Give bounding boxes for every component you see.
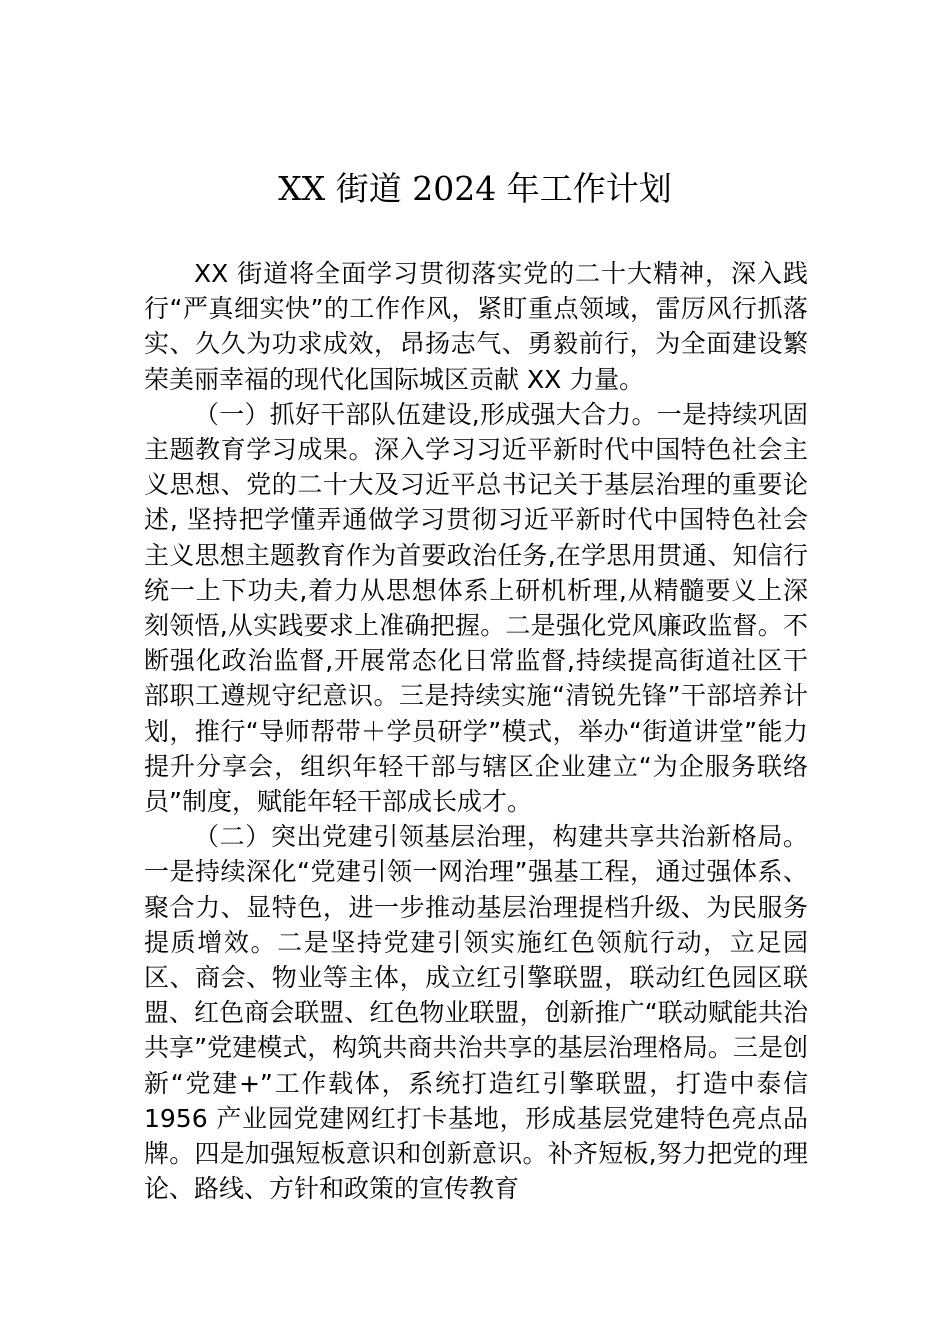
document-title: XX 街道 2024 年工作计划: [278, 169, 672, 208]
document-body: [144, 256, 808, 1206]
intro-paragraph: XX 街道将全面学习贯彻落实党的二十大精神，深入践行“严真细实快”的工作作风，紧盯重点领域，雷厉风行抓落实、久久为功求成效，昂扬志气、勇毅前行，为全面建设繁荣美丽幸福的现代化国际城区贡献 XX 力量。: [144, 259, 808, 394]
section-one-paragraph: （一）抓好干部队伍建设,形成强大合力。一是持续巩固主题教育学习成果。深入学习习近平新时代中国特色社会主义思想、党的二十大及习近平总书记关于基层治理的重要论述, 坚持把学懂弄通做学习贯彻习近平新时代中国特色社会主义思想主题教育作为首要政治任务,在学思用贯通、知信行统一上下功夫,着力从思想体系上研机析理,从精髓要义上深刻领悟,从实践要求上准确把握。二是强化党风廉政监督。不断强化政治监督,开展常态化日常监督,持续提高街道社区干部职工遵规守纪意识。三是持续实施“清锐先锋”干部培养计划，推行“导师帮带＋学员研学”模式，举办“街道讲堂”能力提升分享会，组织年轻干部与辖区企业建立“为企服务联络员”制度，赋能年轻干部成长成才。: [144, 399, 808, 817]
section-two-paragraph: （二）突出党建引领基层治理，构建共享共治新格局。一是持续深化“党建引领一网治理”强基工程，通过强体系、聚合力、显特色，进一步推动基层治理提档升级、为民服务提质增效。二是坚持党建引领实施红色领航行动，立足园区、商会、物业等主体，成立红引擎联盟，联动红色园区联盟、红色商会联盟、红色物业联盟，创新推广“联动赋能共治共享”党建模式，构筑共商共治共享的基层治理格局。三是创新“党建+”工作载体，系统打造红引擎联盟，打造中泰信 1956 产业园党建网红打卡基地，形成基层党建特色亮点品牌。四是加强短板意识和创新意识。补齐短板,努力把党的理论、路线、方针和政策的宣传教育: [144, 822, 808, 1204]
